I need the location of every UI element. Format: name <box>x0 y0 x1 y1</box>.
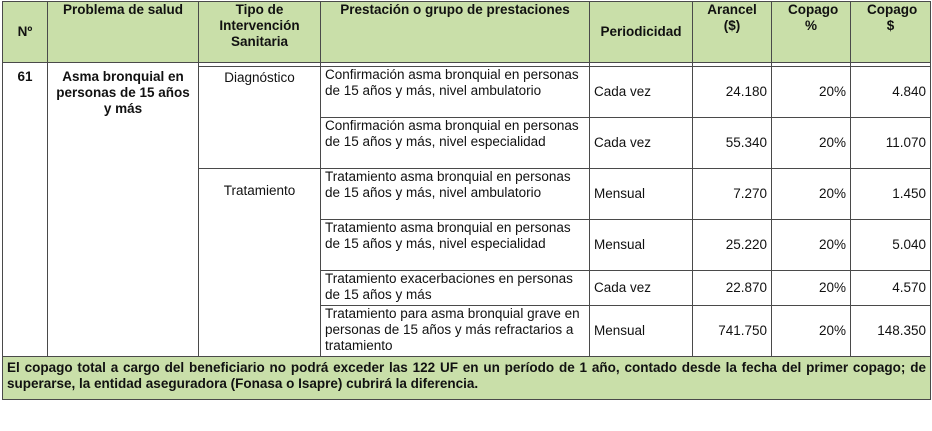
header-no: Nº <box>3 2 48 63</box>
header-problema: Problema de salud <box>48 2 199 63</box>
header-arancel: Arancel ($) <box>693 2 772 63</box>
copago-monto-cell: 1.450 <box>851 169 931 220</box>
footer-note: El copago total a cargo del beneficiario no podrá exceder las 122 UF en un período de 1 año, contado desde la fecha del primer copago; de superarse, la entidad aseguradora (Fonasa o Isapre) cubrirá la diferencia. <box>3 357 931 400</box>
periodicidad-cell: Mensual <box>590 306 693 357</box>
copago-monto-cell: 11.070 <box>851 118 931 169</box>
header-copago-monto: Copago $ <box>851 2 931 63</box>
copago-pct-cell: 20% <box>772 169 851 220</box>
tipo-diagnostico: Diagnóstico <box>199 67 321 169</box>
arancel-cell: 25.220 <box>693 220 772 271</box>
prestacion-cell: Tratamiento exacerbaciones en personas de 15 años y más <box>321 271 590 306</box>
copago-pct-cell: 20% <box>772 118 851 169</box>
periodicidad-cell: Cada vez <box>590 271 693 306</box>
prestacion-cell: Tratamiento asma bronquial en personas de 15 años y más, nivel especialidad <box>321 220 590 271</box>
header-prestacion: Prestación o grupo de prestaciones <box>321 2 590 63</box>
header-periodicidad: Periodicidad <box>590 2 693 63</box>
header-row <box>3 2 931 63</box>
prestacion-cell: Tratamiento para asma bronquial grave en personas de 15 años y más refractarios a tratamiento <box>321 306 590 357</box>
periodicidad-cell: Cada vez <box>590 118 693 169</box>
problem-number: 61 <box>3 67 48 357</box>
copago-monto-cell: 5.040 <box>851 220 931 271</box>
header-tipo: Tipo de Intervención Sanitaria <box>199 2 321 63</box>
prestacion-cell: Confirmación asma bronquial en personas de 15 años y más, nivel ambulatorio <box>321 67 590 118</box>
periodicidad-cell: Mensual <box>590 169 693 220</box>
ges-table <box>2 1 931 400</box>
copago-monto-cell: 4.840 <box>851 67 931 118</box>
table-row <box>3 67 931 118</box>
arancel-cell: 24.180 <box>693 67 772 118</box>
copago-pct-cell: 20% <box>772 306 851 357</box>
prestacion-cell: Tratamiento asma bronquial en personas de 15 años y más, nivel ambulatorio <box>321 169 590 220</box>
copago-pct-cell: 20% <box>772 271 851 306</box>
copago-pct-cell: 20% <box>772 67 851 118</box>
periodicidad-cell: Cada vez <box>590 67 693 118</box>
periodicidad-cell: Mensual <box>590 220 693 271</box>
footer-row <box>3 357 931 400</box>
copago-monto-cell: 148.350 <box>851 306 931 357</box>
arancel-cell: 741.750 <box>693 306 772 357</box>
problem-name: Asma bronquial en personas de 15 años y más <box>48 67 199 357</box>
arancel-cell: 22.870 <box>693 271 772 306</box>
arancel-cell: 55.340 <box>693 118 772 169</box>
copago-pct-cell: 20% <box>772 220 851 271</box>
arancel-cell: 7.270 <box>693 169 772 220</box>
copago-monto-cell: 4.570 <box>851 271 931 306</box>
tipo-tratamiento: Tratamiento <box>199 169 321 357</box>
prestacion-cell: Confirmación asma bronquial en personas de 15 años y más, nivel especialidad <box>321 118 590 169</box>
header-copago-pct: Copago % <box>772 2 851 63</box>
